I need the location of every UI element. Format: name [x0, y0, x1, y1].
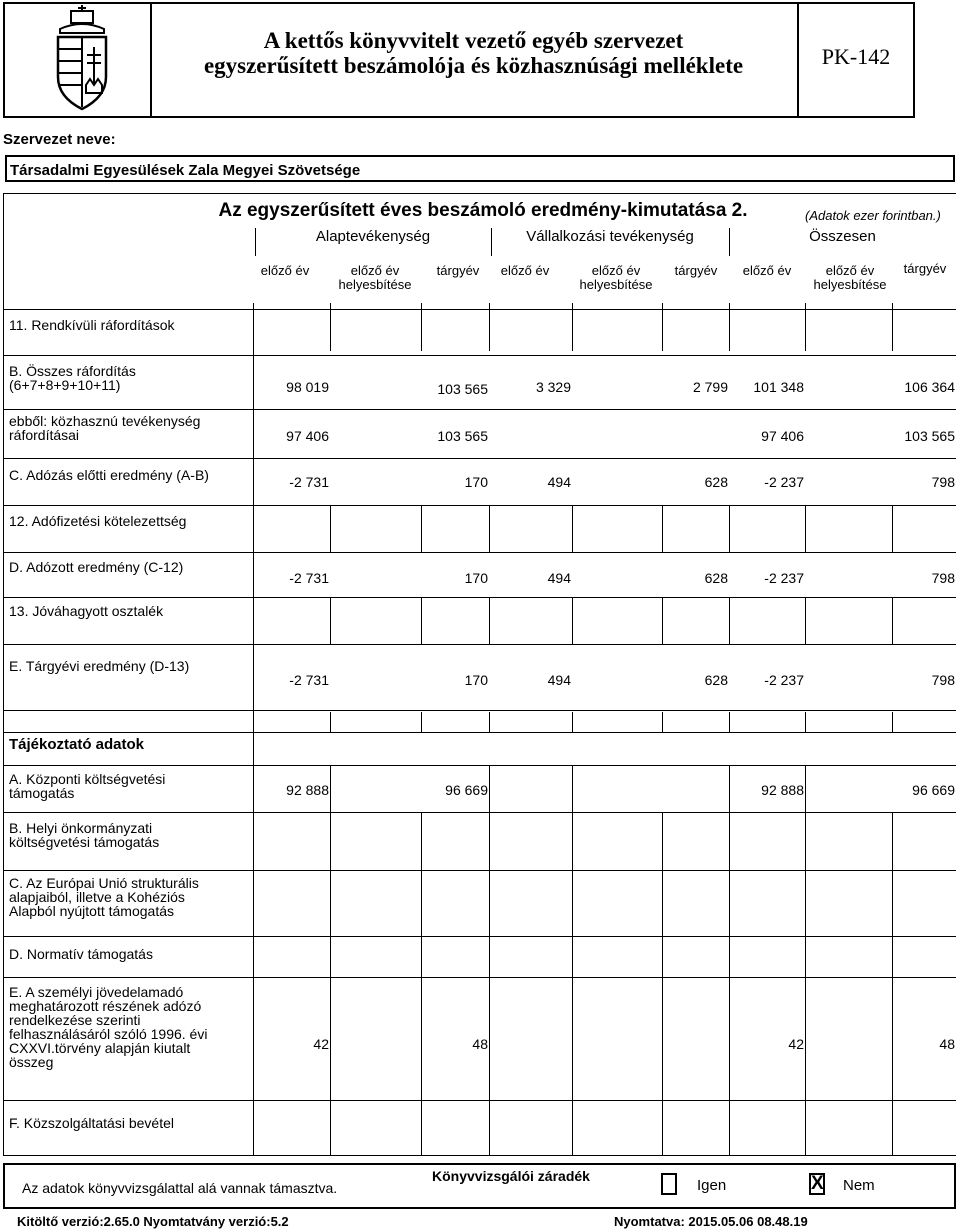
cell-value: 798: [931, 570, 955, 586]
cell-value: 48: [939, 1036, 955, 1052]
col-prev-year-correction: előző év helyesbítése: [813, 263, 887, 292]
cell-value: 170: [464, 570, 488, 586]
cell-value: 628: [704, 570, 728, 586]
form-code: PK-142: [821, 44, 891, 69]
cell-value: 97 406: [761, 428, 804, 444]
coat-of-arms-icon: [52, 5, 112, 118]
cell-value: 103 565: [904, 428, 955, 444]
cell-value: 170: [464, 672, 488, 688]
row-total-expenses: B. Összes ráfordítás (6+7+8+9+10+11): [9, 363, 136, 393]
audit-yes-checkbox[interactable]: [661, 1173, 677, 1195]
row-public-service-revenue: F. Közszolgáltatási bevétel: [9, 1115, 174, 1131]
row-eu-funds-support: C. Az Európai Unió strukturális alapjaiból, illetve a Kohéziós Alapból nyújtott támogatás: [9, 875, 199, 919]
org-name-value: Társadalmi Egyesülések Zala Megyei Szövetsége: [10, 162, 361, 179]
cell-value: 92 888: [761, 782, 804, 798]
cell-value: 106 364: [904, 379, 955, 395]
col-prev-year: előző év: [742, 263, 792, 278]
col-prev-year: előző év: [260, 263, 310, 278]
row-central-budget-support: A. Központi költségvetési támogatás: [9, 771, 166, 801]
cell-value: 2 799: [692, 379, 728, 395]
row-local-gov-support: B. Helyi önkormányzati költségvetési támogatás: [9, 820, 160, 850]
cell-value: 48: [472, 1036, 488, 1052]
cell-value: 798: [931, 672, 955, 688]
group-basic-activity: Alaptevékenység: [315, 228, 431, 245]
cell-value: 96 669: [445, 782, 488, 798]
cell-value: 101 348: [753, 379, 804, 395]
audit-yes-label: Igen: [697, 1177, 727, 1194]
row-approved-dividend: 13. Jóváhagyott osztalék: [9, 603, 164, 619]
row-pretax-result: C. Adózás előtti eredmény (A-B): [9, 467, 209, 483]
cell-value: 97 406: [286, 428, 329, 444]
audit-no-checkbox[interactable]: X: [811, 1173, 824, 1194]
cell-value: -2 237: [764, 570, 804, 586]
cell-value: 494: [547, 570, 571, 586]
unit-note: (Adatok ezer forintban.): [805, 208, 941, 223]
col-prev-year: előző év: [500, 263, 550, 278]
row-one-percent-tax: E. A személyi jövedelamadó meghatározott részének adózó rendelkezése szerinti felhasználásáról szóló 1996. évi CXXVI.törvény alapján kiutalt összeg: [9, 984, 208, 1070]
col-prev-year-correction: előző év helyesbítése: [579, 263, 653, 292]
cell-value: -2 731: [289, 672, 329, 688]
cell-value: -2 237: [764, 672, 804, 688]
col-current-year: tárgyév: [674, 263, 718, 278]
cell-value: 103 565: [437, 428, 488, 444]
audit-statement: Az adatok könyvvizsgálattal alá vannak támasztva.: [22, 1180, 338, 1196]
cell-value: -2 731: [289, 570, 329, 586]
row-tax-liability: 12. Adófizetési kötelezettség: [9, 513, 187, 529]
group-total: Összesen: [809, 228, 876, 245]
version-info: Kitöltő verzió:2.65.0 Nyomtatvány verzió:5.2: [17, 1214, 289, 1229]
row-normative-support: D. Normatív támogatás: [9, 946, 153, 962]
info-data-heading: Tájékoztató adatok: [9, 736, 145, 753]
col-current-year: tárgyév: [903, 261, 947, 276]
cell-value: 628: [704, 474, 728, 490]
cell-value: 628: [704, 672, 728, 688]
cell-value: -2 237: [764, 474, 804, 490]
row-extraordinary-expenses: 11. Rendkívüli ráfordítások: [9, 317, 175, 333]
cell-value: 170: [464, 474, 488, 490]
cell-value: 96 669: [912, 782, 955, 798]
row-taxed-result: D. Adózott eredmény (C-12): [9, 559, 184, 575]
cell-value: 3 329: [535, 379, 571, 395]
cell-value: -2 731: [289, 474, 329, 490]
cell-value: 494: [547, 474, 571, 490]
statement-title: Az egyszerűsített éves beszámoló eredmény-kimutatása 2.: [218, 200, 748, 221]
cell-value: 92 888: [286, 782, 329, 798]
cell-value: 42: [788, 1036, 804, 1052]
audit-clause-label: Könyvvizsgálói záradék: [432, 1168, 590, 1184]
col-current-year: tárgyév: [436, 263, 480, 278]
cell-value: 494: [547, 672, 571, 688]
row-current-year-result: E. Tárgyévi eredmény (D-13): [9, 658, 190, 674]
audit-no-label: Nem: [843, 1177, 875, 1194]
org-name-label: Szervezet neve:: [3, 131, 116, 148]
group-business-activity: Vállalkozási tevékenység: [526, 228, 694, 245]
form-title-line1: A kettős könyvvitelt vezető egyéb szervezet: [263, 28, 684, 53]
cell-value: 98 019: [286, 379, 329, 395]
cell-value: 798: [931, 474, 955, 490]
cell-value: 103 565: [437, 381, 488, 397]
col-prev-year-correction: előző év helyesbítése: [338, 263, 412, 292]
row-public-benefit-expenses: ebből: közhasznú tevékenység ráfordításai: [9, 413, 201, 443]
print-timestamp: Nyomtatva: 2015.05.06 08.48.19: [614, 1214, 808, 1229]
cell-value: 42: [313, 1036, 329, 1052]
form-title-line2: egyszerűsített beszámolója és közhasznúsági melléklete: [203, 53, 744, 78]
